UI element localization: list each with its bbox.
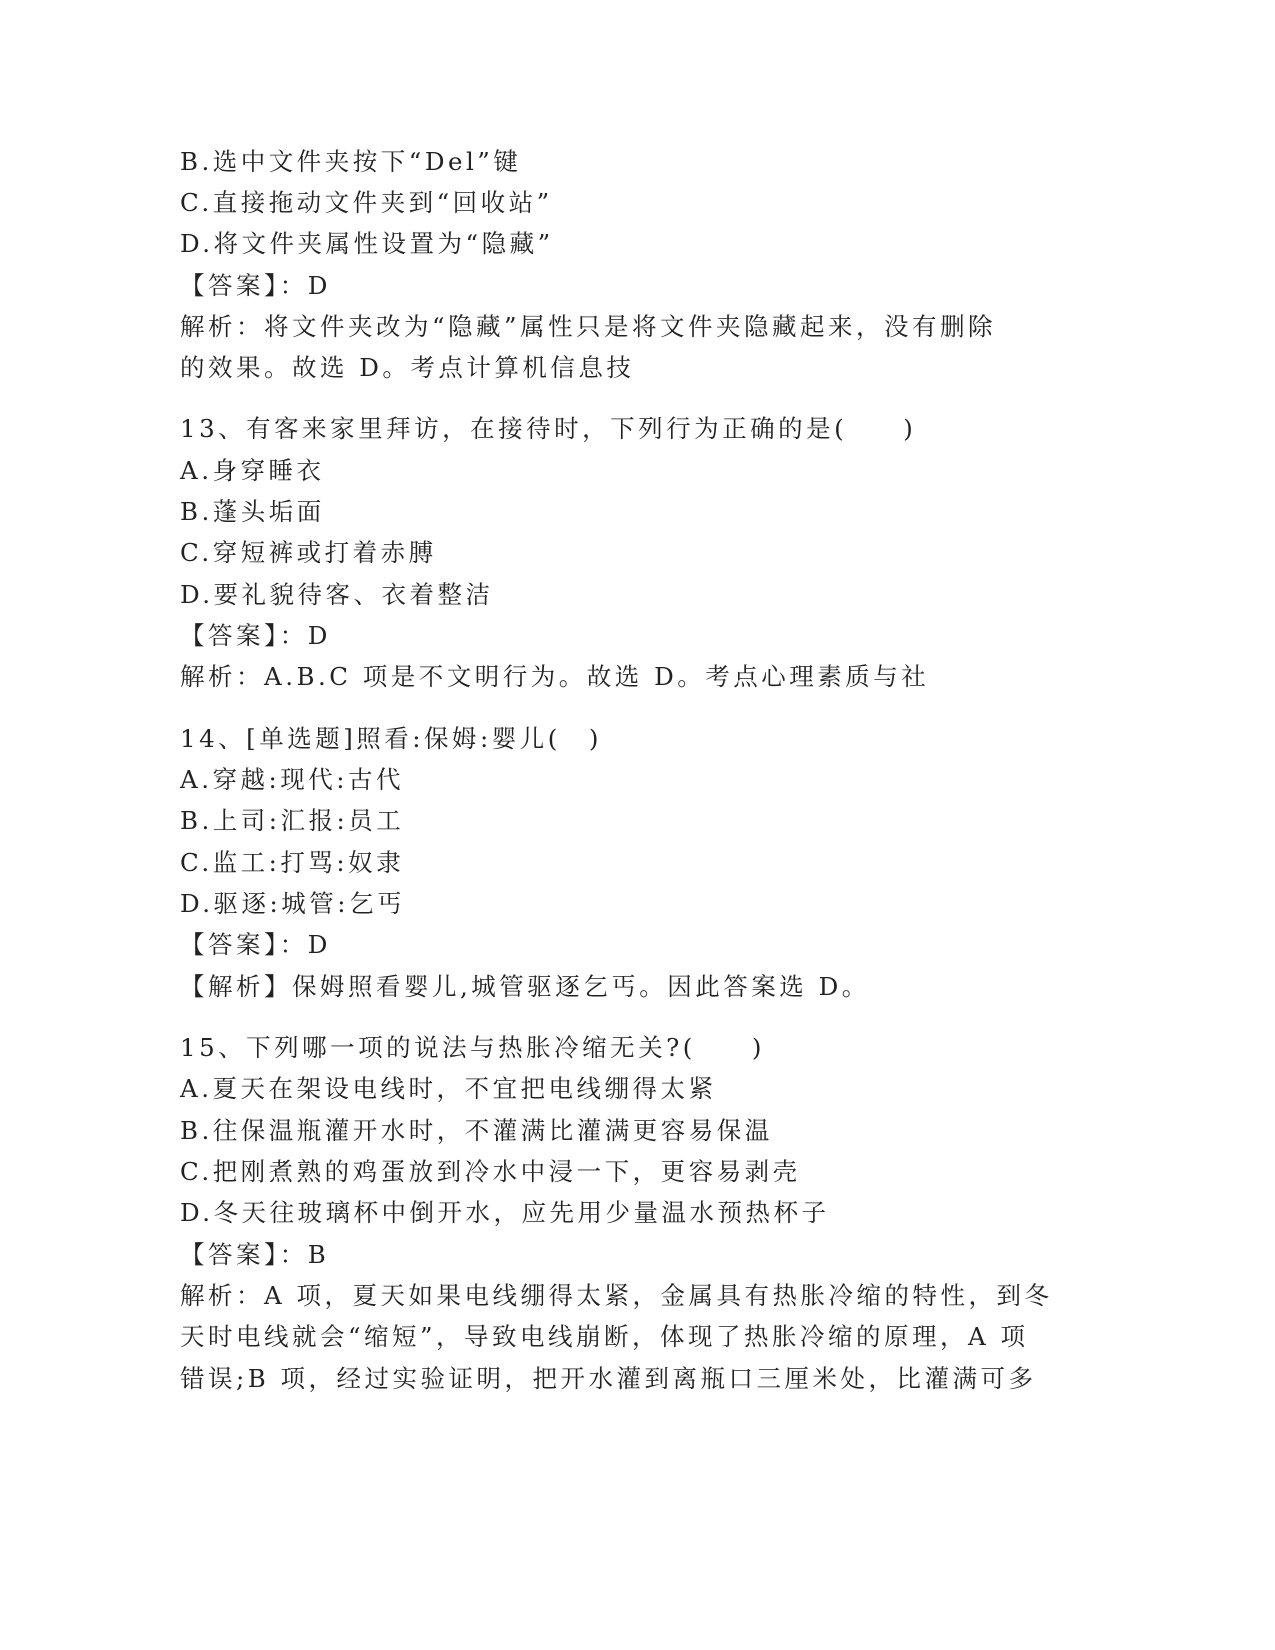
q14-question: 14、[单选题]照看:保姆:婴儿( )	[180, 724, 602, 753]
q12-analysis-line-2: 的效果。故选 D。考点计算机信息技	[180, 353, 635, 382]
q14-option-d: D.驱逐:城管:乞丐	[180, 889, 406, 918]
q13-answer: 【答案】：D	[180, 621, 331, 650]
q15-option-c: C.把刚煮熟的鸡蛋放到冷水中浸一下，更容易剥壳	[180, 1157, 801, 1186]
q15-analysis-line-2: 天时电线就会“缩短”，导致电线崩断，体现了热胀冷缩的原理，A 项	[180, 1322, 1029, 1351]
q15-analysis-line-3: 错误;B 项，经过实验证明，把开水灌到离瓶口三厘米处，比灌满可多	[180, 1364, 1037, 1393]
q12-option-d: D.将文件夹属性设置为“隐藏”	[180, 229, 554, 258]
q15-option-d: D.冬天往玻璃杯中倒开水，应先用少量温水预热杯子	[180, 1198, 830, 1227]
q12-option-b: B.选中文件夹按下“Del”键	[180, 147, 522, 176]
q14-option-a: A.穿越:现代:古代	[180, 765, 404, 794]
q14-answer: 【答案】：D	[180, 930, 331, 959]
q14-analysis-line-1: 【解析】保姆照看婴儿,城管驱逐乞丐。因此答案选 D。	[180, 972, 870, 1001]
q13-analysis-line-1: 解析：A.B.C 项是不文明行为。故选 D。考点心理素质与社	[180, 662, 930, 691]
q13-option-b: B.蓬头垢面	[180, 497, 325, 526]
q15-question: 15、下列哪一项的说法与热胀冷缩无关?( )	[180, 1033, 765, 1062]
q13-option-c: C.穿短裤或打着赤膊	[180, 538, 437, 567]
q15-answer: 【答案】：B	[180, 1240, 330, 1269]
q13-question: 13、有客来家里拜访，在接待时，下列行为正确的是( )	[180, 414, 917, 443]
document-page	[180, 0, 1080, 1650]
q15-option-a: A.夏天在架设电线时，不宜把电线绷得太紧	[180, 1074, 717, 1103]
q15-analysis-line-1: 解析：A 项，夏天如果电线绷得太紧，金属具有热胀冷缩的特性，到冬	[180, 1281, 1053, 1310]
q15-option-b: B.往保温瓶灌开水时，不灌满比灌满更容易保温	[180, 1116, 773, 1145]
q13-option-d: D.要礼貌待客、衣着整洁	[180, 580, 494, 609]
q14-option-b: B.上司:汇报:员工	[180, 806, 405, 835]
q12-option-c: C.直接拖动文件夹到“回收站”	[180, 188, 553, 217]
q12-analysis-line-1: 解析：将文件夹改为“隐藏”属性只是将文件夹隐藏起来，没有删除	[180, 312, 997, 341]
q12-answer: 【答案】：D	[180, 271, 331, 300]
q13-option-a: A.身穿睡衣	[180, 456, 325, 485]
q14-option-c: C.监工:打骂:奴隶	[180, 848, 405, 877]
